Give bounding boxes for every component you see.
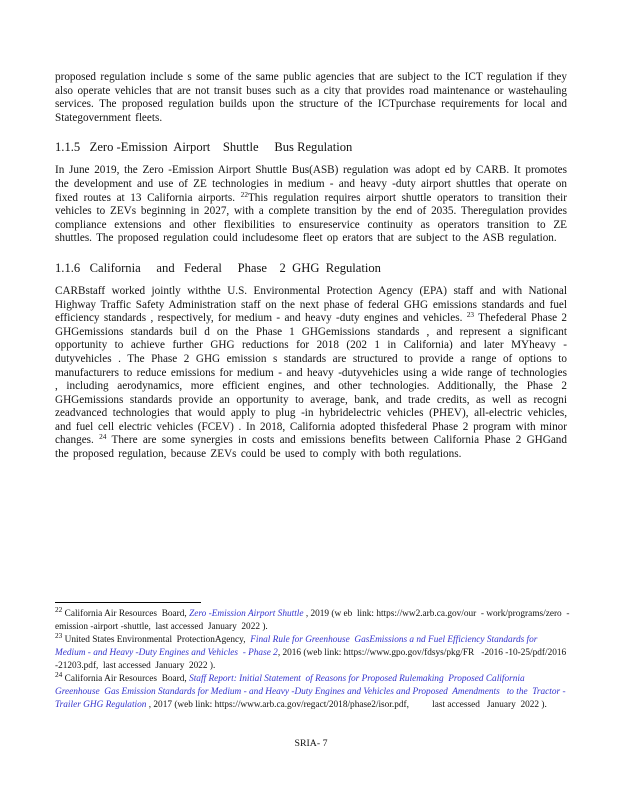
- text-segment: , 2019 (w eb link: https://ww2.arb.ca.gov/our - work/programs/zero -emission -airport -shuttle, last accessed January 2022 ).: [55, 609, 570, 632]
- text-segment: CARBstaff worked jointly withthe U.S. Environmental Protection Agency (EPA) staff and with National Highway Traffic Safety Administration staff on the next phase of federal GHG emissions standards and fuel efficiency standards , respectively, for medium - and heavy -duty engines and vehicles.: [55, 284, 567, 325]
- footnote-24: [55, 670, 570, 712]
- page-body-text: [55, 71, 567, 476]
- paragraph-phase2-ghg: [55, 285, 567, 462]
- footnote-number-24: 24: [55, 670, 63, 679]
- footnote-citation-title: Staff Report: Initial Statement of Reasons for Proposed Rulemaking Proposed California Greenhouse Gas Emission Standards for Medium - and Heavy -Duty Engines and Vehicles and Proposed Amendments to the Tractor -Trailer GHG Regulation: [55, 674, 566, 710]
- text-segment: United States Environmental ProtectionAgency,: [62, 635, 251, 645]
- text-segment: , 2016 (web link: https://www.gpo.gov/fdsys/pkg/FR -2016 -10-25/pdf/2016 -21203.pdf, last accessed January 2022 ).: [55, 648, 571, 671]
- footnote-citation-title: Zero -Emission Airport Shuttle: [189, 609, 304, 619]
- footnotes-block: [55, 605, 571, 712]
- footnote-number-23: 23: [55, 631, 63, 640]
- page-number: SRIA- 7: [294, 738, 328, 749]
- section-heading-1-1-6: 1.1.6 California and Federal Phase 2 GHG Regulation: [55, 260, 381, 275]
- footnote-separator-rule: [55, 602, 201, 603]
- text-segment: This regulation requires airport shuttle operators to transition their vehicles to ZEVs beginning in 2027, with a complete transition by the end of 2035. Theregulation provides compliance extensions and other flexibilities to ensureservice continuity as operators transition to ZE shuttles. The proposed regulation could includesome fleet op erators that are subject to the ASB regulation.: [55, 191, 567, 245]
- footnote-citation-title: Final Rule for Greenhouse GasEmissions a nd Fuel Efficiency Standards for Medium - and Heavy -Duty Engines and Vehicles - Phase 2: [55, 635, 540, 658]
- text-segment: proposed regulation include s some of the same public agencies that are subject to the ICT regulation if they also operate vehicles that are not transit buses such as a city that provides road maintenance or wastehauling services. The proposed regulation builds upon the structure of the ICTpurchase requirements for local and Stategovernment fleets.: [55, 71, 567, 124]
- text-segment: Thefederal Phase 2 GHGemissions standards buil d on the Phase 1 GHGemissions standards , and represent a significant opportunity to achieve further GHG reductions for 2018 (202 1 in California) and later MYheavy -dutyvehicles . The Phase 2 GHG emission s standards are structured to provide a range of options to manufacturers to reduce emissions for medium - and heavy -dutyvehicles using a wide range of technologies , including aerodynamics, more efficient engines, and other technologies. Additionally, the Phase 2 GHGemissions standards provide an opportunity to average, bank, and trade credits, as well as recogni zeadvanced technologies that would apply to plug -in hybridelectric vehicles (PHEV), all-electric vehicles, and fuel cell electric vehicles (FCEV) . In 2018, California adopted thisfederal Phase 2 program with minor changes.: [55, 312, 567, 447]
- text-segment: , 2017 (web link: https://www.arb.ca.gov/regact/2018/phase2/isor.pdf, last accessed January 2022 ).: [146, 700, 547, 710]
- section-heading-1-1-5: 1.1.5 Zero -Emission Airport Shuttle Bus Regulation: [55, 140, 353, 155]
- text-segment: California Air Resources Board,: [62, 609, 190, 619]
- footnote-23: [55, 631, 571, 673]
- footnote-number-22: 22: [55, 605, 63, 614]
- text-segment: In June 2019, the Zero -Emission Airport Shuttle Bus(ASB) regulation was adopt ed by CARB. It promotes the development and use of ZE technologies in medium - and heavy -duty airport shuttles that operate on fixed routes at 13 California airports.: [55, 164, 567, 204]
- paragraph-asb-regulation: [55, 164, 567, 246]
- footnote-ref-24: 24: [99, 432, 107, 442]
- footnote-ref-22: 22: [240, 189, 248, 199]
- footnote-22: [55, 605, 570, 634]
- paragraph-ict-continuation: [55, 71, 567, 125]
- text-segment: California Air Resources Board,: [62, 674, 190, 684]
- footnote-ref-23: 23: [466, 310, 475, 320]
- text-segment: There are some synergies in costs and emissions benefits between California Phase 2 GHGand the proposed regulation, because ZEVs could be used to comply with both regulations.: [55, 434, 567, 461]
